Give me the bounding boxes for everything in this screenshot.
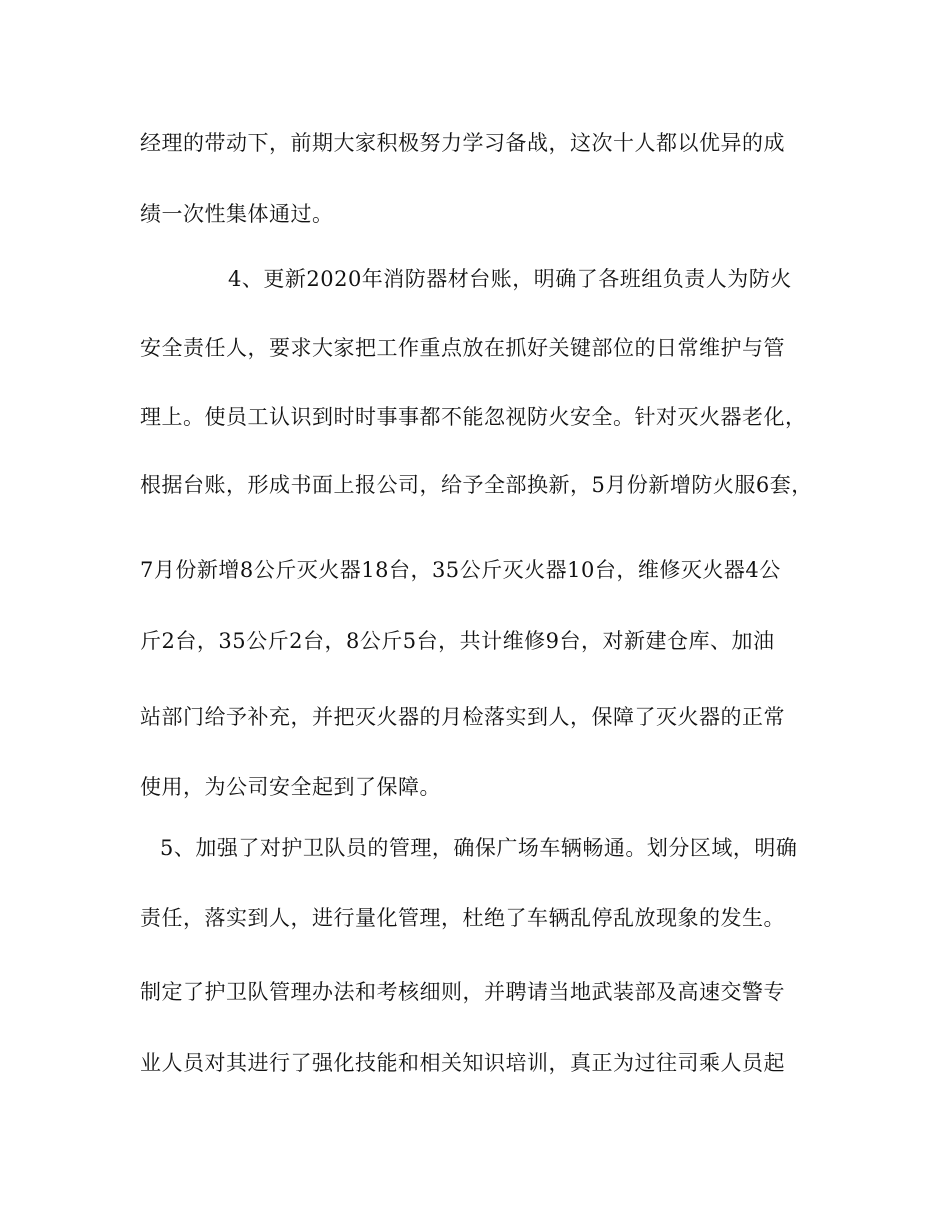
- paragraph-line: 站部门给予补充，并把灭火器的月检落实到人，保障了灭火器的正常: [140, 705, 785, 729]
- paragraph-line: 根据台账，形成书面上报公司，给予全部换新，5月份新增防火服6套，: [140, 473, 813, 497]
- paragraph-line: 经理的带动下，前期大家积极努力学习备战，这次十人都以优异的成: [140, 131, 785, 155]
- paragraph-line: 责任，落实到人，进行量化管理，杜绝了车辆乱停乱放现象的发生。: [140, 906, 785, 930]
- paragraph-line: 业人员对其进行了强化技能和相关知识培训，真正为过往司乘人员起: [140, 1051, 785, 1075]
- paragraph-line: 绩一次性集体通过。: [140, 202, 334, 226]
- paragraph-line: 制定了护卫队管理办法和考核细则，并聘请当地武装部及高速交警专: [140, 980, 785, 1004]
- paragraph-line: 4、更新2020年消防器材台账，明确了各班组负责人为防火: [228, 267, 792, 291]
- paragraph-line: 5、加强了对护卫队员的管理，确保广场车辆畅通。划分区域，明确: [160, 836, 798, 860]
- paragraph-line: 使用，为公司安全起到了保障。: [140, 775, 441, 799]
- paragraph-line: 理上。使员工认识到时时事事都不能忽视防火安全。针对灭火器老化，: [140, 405, 807, 429]
- paragraph-line: 安全责任人，要求大家把工作重点放在抓好关键部位的日常维护与管: [140, 336, 785, 360]
- paragraph-line: 斤2台，35公斤2台，8公斤5台，共计维修9台，对新建仓库、加油: [140, 629, 775, 653]
- paragraph-line: 7月份新增8公斤灭火器18台，35公斤灭火器10台，维修灭火器4公: [140, 558, 781, 582]
